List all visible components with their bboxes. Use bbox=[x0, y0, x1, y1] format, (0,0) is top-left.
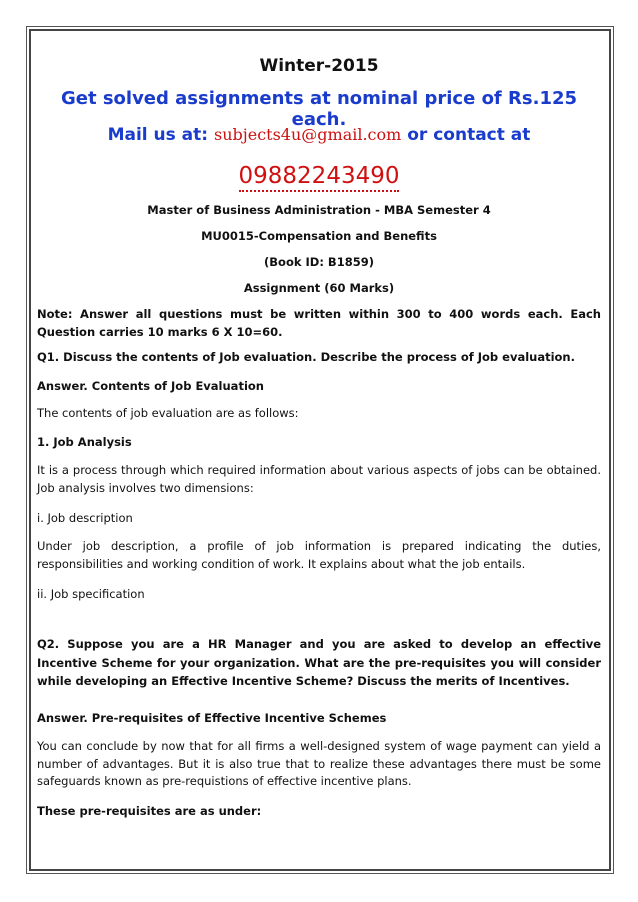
question-2: Q2. Suppose you are a HR Manager and you are asked to develop an effective Incentive Scheme for your organization. What are the pre-requisites you will consider while developing an Effective Incentive Scheme? Discuss the merits of Incentives. bbox=[37, 637, 601, 688]
answer-1-intro: The contents of job evaluation are as follows: bbox=[37, 406, 299, 420]
phone-text: 09882243490 bbox=[239, 163, 400, 192]
email-link[interactable]: subjects4u@gmail.com bbox=[214, 125, 402, 144]
phone-number bbox=[37, 163, 601, 189]
answer-2-heading: Answer. Pre-requisites of Effective Incentive Schemes bbox=[37, 711, 387, 725]
answer-1-heading: Answer. Contents of Job Evaluation bbox=[37, 379, 264, 393]
contact-line bbox=[37, 125, 601, 145]
program-name: Master of Business Administration - MBA Semester 4 bbox=[147, 203, 491, 217]
course-code: MU0015-Compensation and Benefits bbox=[201, 229, 437, 243]
mail-suffix: or contact at bbox=[407, 125, 531, 145]
section-job-analysis: 1. Job Analysis bbox=[37, 435, 132, 449]
document-title: Winter-2015 bbox=[259, 56, 379, 76]
answer-2-text: You can conclude by now that for all firms a well-designed system of wage payment can yield a number of advantages. But it is also true that to realize these advantages there must be some safeguards known as pre-requistions of effective incentive plans. bbox=[37, 739, 601, 788]
note-paragraph: Note: Answer all questions must be written within 300 to 400 words each. Each Question carries 10 marks 6 X 10=60. bbox=[37, 307, 601, 339]
prerequisites-intro: These pre-requisites are as under: bbox=[37, 804, 262, 818]
assignment-marks: Assignment (60 Marks) bbox=[243, 281, 395, 295]
book-id: (Book ID: B1859) bbox=[264, 255, 374, 269]
job-description-text: Under job description, a profile of job information is prepared indicating the duties, responsibilities and working condition of work. It explains about what the job entails. bbox=[37, 539, 601, 571]
mail-prefix: Mail us at: bbox=[107, 125, 209, 145]
item-job-specification: ii. Job specification bbox=[37, 587, 145, 601]
item-job-description: i. Job description bbox=[37, 511, 133, 525]
promo-line: Get solved assignments at nominal price of Rs.125 each. bbox=[60, 88, 578, 130]
job-analysis-text: It is a process through which required information about various aspects of jobs can be obtained. Job analysis involves two dimensions: bbox=[37, 463, 601, 495]
question-1: Q1. Discuss the contents of Job evaluation. Describe the process of Job evaluation. bbox=[37, 350, 575, 364]
